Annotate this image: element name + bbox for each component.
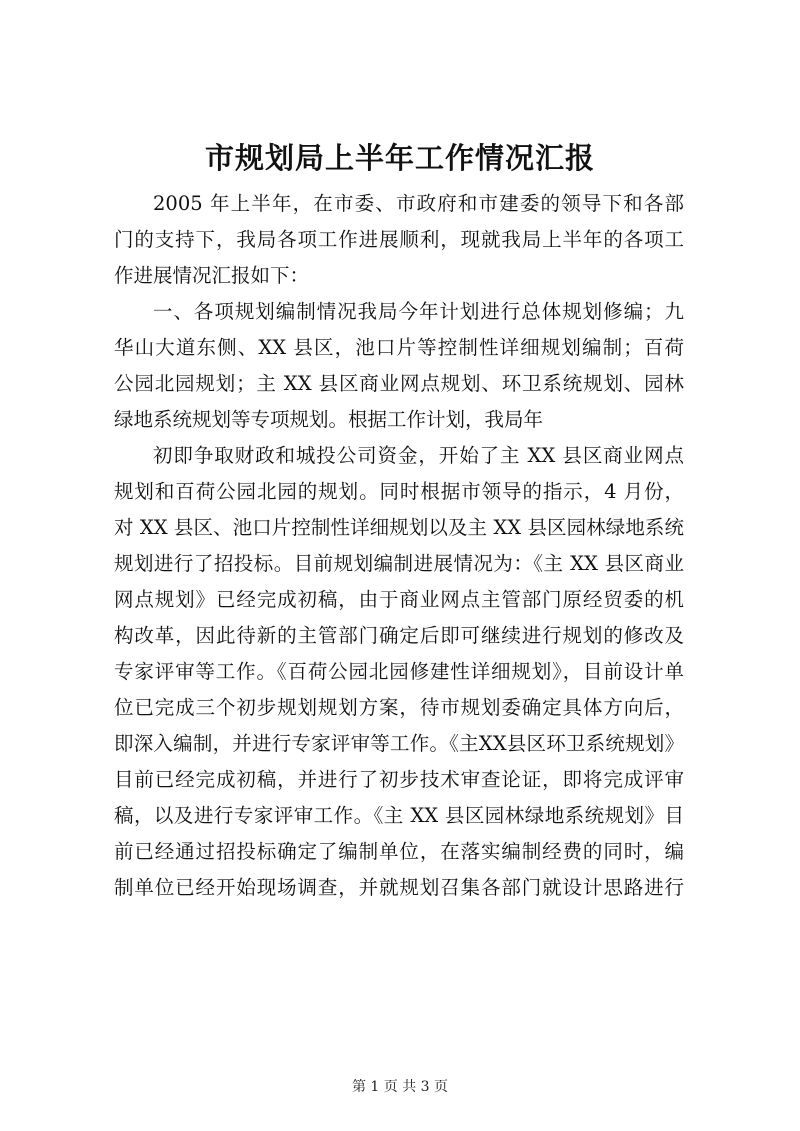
body-line: 前已经通过招投标确定了编制单位，在落实编制经费的同时，编	[114, 840, 684, 863]
body-line: 初即争取财政和城投公司资金，开始了主 XX 县区商业网点	[153, 444, 684, 467]
body-line: 一、各项规划编制情况我局今年计划进行总体规划修编；九	[153, 300, 684, 323]
body-line: 规划和百荷公园北园的规划。同时根据市领导的指示，4 月份，	[114, 480, 684, 503]
document-body	[114, 186, 684, 906]
body-line: 构改革，因此待新的主管部门确定后即可继续进行规划的修改及	[114, 624, 684, 647]
body-line: 华山大道东侧、XX 县区，池口片等控制性详细规划编制；百荷	[114, 336, 684, 359]
body-line: 网点规划》已经完成初稿，由于商业网点主管部门原经贸委的机	[114, 588, 684, 611]
body-line: 对 XX 县区、池口片控制性详细规划以及主 XX 县区园林绿地系统	[114, 516, 684, 539]
body-line: 稿，以及进行专家评审工作。《主 XX 县区园林绿地系统规划》目	[114, 804, 684, 827]
body-line: 目前已经完成初稿，并进行了初步技术审查论证，即将完成评审	[114, 768, 684, 791]
body-line: 制单位已经开始现场调查，并就规划召集各部门就设计思路进行	[114, 876, 684, 899]
body-line: 门的支持下，我局各项工作进展顺利，现就我局上半年的各项工	[114, 228, 684, 251]
body-line: 位已完成三个初步规划规划方案，待市规划委确定具体方向后，	[114, 696, 684, 719]
body-line: 作进展情况汇报如下：	[114, 264, 310, 287]
body-line: 专家评审等工作。《百荷公园北园修建性详细规划》，目前设计单	[114, 660, 684, 683]
body-line: 公园北园规划；主 XX 县区商业网点规划、环卫系统规划、园林	[114, 372, 684, 395]
body-line: 2005 年上半年，在市委、市政府和市建委的领导下和各部	[153, 192, 684, 215]
body-line: 规划进行了招投标。目前规划编制进展情况为：《主 XX 县区商业	[114, 552, 684, 575]
document-title: 市规划局上半年工作情况汇报	[204, 141, 595, 175]
body-line: 即深入编制，并进行专家评审等工作。《主XX县区环卫系统规划》	[114, 732, 684, 755]
page-number-footer: 第 1 页 共 3 页	[351, 1079, 449, 1095]
body-line: 绿地系统规划等专项规划。根据工作计划，我局年	[114, 408, 544, 431]
